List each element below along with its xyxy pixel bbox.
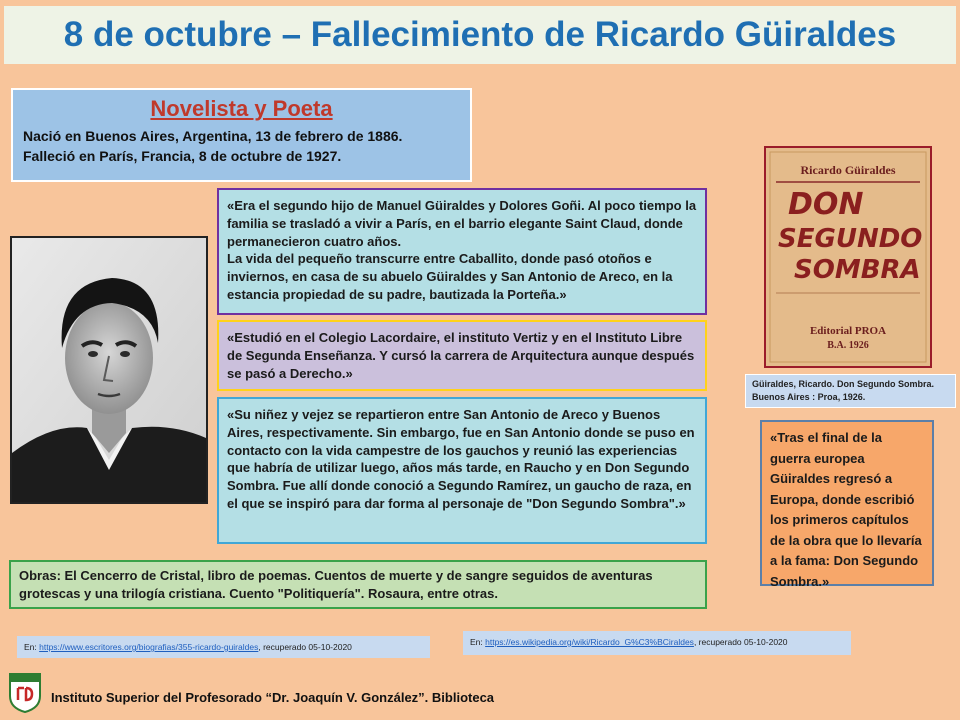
portrait-image [12, 238, 206, 502]
bio-box [11, 88, 472, 182]
reference-1-link[interactable]: https://www.escritores.org/biografias/355-ricardo-guiraldes [39, 642, 259, 652]
book-publisher: Editorial PROA [809, 325, 887, 337]
book-author: Ricardo Güiraldes [800, 163, 896, 177]
quote-family-part-2: La vida del pequeño transcurre entre Caballito, donde pasó otoños e inviernos, en casa de su abuelo Güiraldes y San Antonio de Areco, en la estancia propiedad de su padre, bautizada la Porteña.» [227, 251, 673, 302]
bio-subtitle: Novelista y Poeta [150, 96, 333, 121]
portrait-photo [10, 236, 208, 504]
reference-2-suffix: , recuperado 05-10-2020 [693, 637, 788, 647]
quote-europe: «Tras el final de la guerra europea Güiraldes regresó a Europa, donde escribió los primeros capítulos de la obra que lo llevaría a la fama: Don Segundo Sombra.» [760, 420, 934, 586]
book-title-line-1: DON [788, 187, 864, 222]
book-cover-image [764, 146, 932, 368]
page-title: 8 de octubre – Fallecimiento de Ricardo Güiraldes [63, 15, 897, 54]
book-title-line-2: SEGUNDO [778, 224, 923, 254]
book-cover-art [766, 148, 930, 366]
quote-studies: «Estudió en el Colegio Lacordaire, el instituto Vertiz y en el Instituto Libre de Segunda Enseñanza. Y cursó la carrera de Arquitectura aunque después se pasó a Derecho.» [217, 320, 707, 391]
reference-2 [463, 631, 851, 655]
reference-1-prefix: En: [24, 642, 40, 652]
institution-logo [6, 670, 44, 714]
works-box: Obras: El Cencerro de Cristal, libro de poemas. Cuentos de muerte y de sangre seguidos de aventuras grotescas y una trilogía cristiana. Cuento "Politiquería". Rosaura, entre otras. [9, 560, 707, 609]
bio-died: Falleció en París, Francia, 8 de octubre de 1927. [23, 148, 342, 164]
reference-2-prefix: En: [470, 637, 486, 647]
reference-1-suffix: , recuperado 05-10-2020 [258, 642, 352, 652]
quote-family-part-1: «Era el segundo hijo de Manuel Güiraldes y Dolores Goñi. Al poco tiempo la familia se trasladó a vivir a París, en el barrio elegante Saint Claud, donde permanecieron cuatro años. [227, 198, 697, 249]
quote-childhood: «Su niñez y vejez se repartieron entre San Antonio de Areco y Buenos Aires, respectivamente. Sin embargo, fue en San Antonio donde se puso en contacto con la vida campestre de los gauchos y reunió las experiencias que habría de utilizar luego, años más tarde, en Raucho y en Don Segundo Sombra. Fue allí donde conoció a Segundo Ramírez, un gaucho de raza, en el que se inspiró para dar forma al personaje de "Don Segundo Sombra".» [217, 397, 707, 544]
book-caption [745, 374, 956, 408]
title-bar [4, 6, 956, 64]
book-title-line-3: SOMBRA [794, 255, 921, 285]
quote-family [217, 188, 707, 315]
footer-institution: Instituto Superior del Profesorado “Dr. Joaquín V. González”. Biblioteca [51, 690, 495, 705]
reference-2-link[interactable]: https://es.wikipedia.org/wiki/Ricardo_G%C3%BCiraldes [485, 637, 694, 647]
bio-born: Nació en Buenos Aires, Argentina, 13 de febrero de 1886. [23, 128, 403, 144]
reference-1 [17, 636, 430, 658]
book-caption-line-1: Güiraldes, Ricardo. Don Segundo Sombra. [752, 379, 935, 389]
institution-logo-icon [6, 670, 44, 714]
book-caption-line-2: Buenos Aires : Proa, 1926. [752, 392, 866, 402]
book-place-year: B.A. 1926 [827, 340, 869, 351]
